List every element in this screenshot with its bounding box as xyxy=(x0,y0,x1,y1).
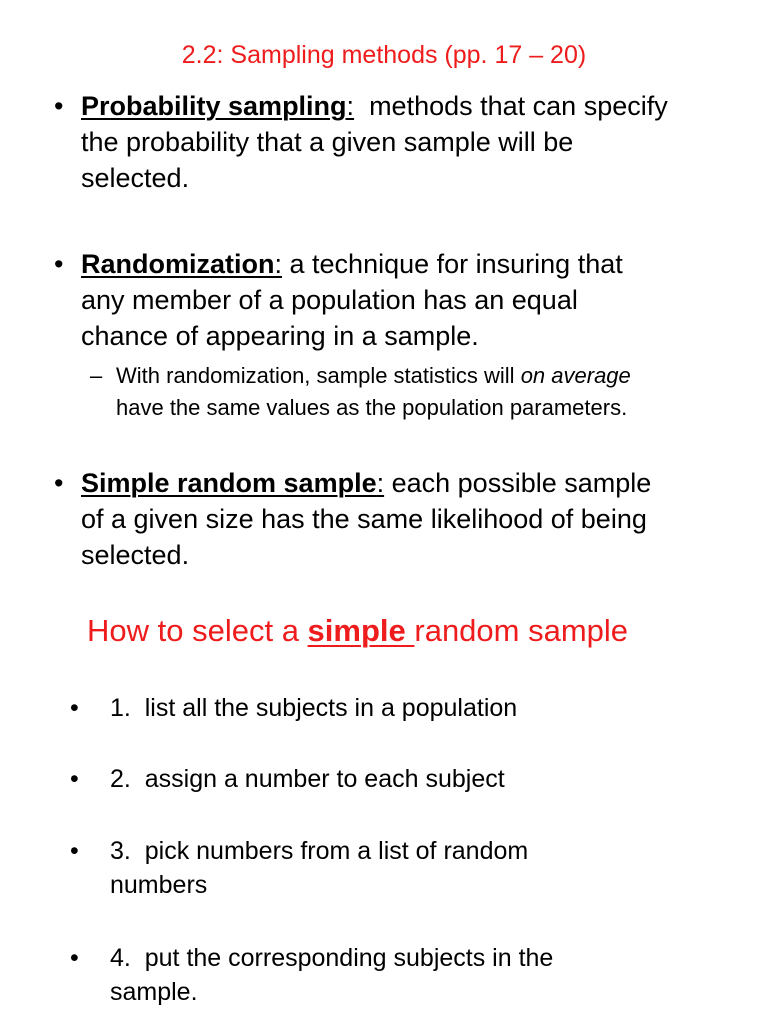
sub-bullet-line xyxy=(116,360,631,392)
step-text: sample. xyxy=(110,978,198,1006)
step-body xyxy=(110,691,517,725)
bullet-glyph: • xyxy=(70,694,79,722)
term-label: Probability sampling xyxy=(81,91,347,121)
term-label: Randomization xyxy=(81,249,275,279)
how-to-heading xyxy=(87,611,628,651)
term-colon: : xyxy=(376,468,385,498)
sub-bullet-body xyxy=(116,360,631,424)
term-colon: : xyxy=(274,249,283,279)
bullet-glyph: • xyxy=(54,468,64,498)
term-colon: : xyxy=(346,91,355,121)
how-to-suffix: random sample xyxy=(414,613,629,648)
how-to-prefix: How to select a xyxy=(87,613,308,648)
bullet-glyph: • xyxy=(54,249,64,279)
bullet-glyph: • xyxy=(70,944,79,972)
bullet-body xyxy=(81,88,751,196)
step-body xyxy=(110,762,505,796)
definition-text: a technique for insuring that xyxy=(282,249,623,279)
definition-text: any member of a population has an equal xyxy=(81,285,578,315)
step-body xyxy=(110,834,528,902)
definition-text: selected. xyxy=(81,163,190,193)
definition-text: selected. xyxy=(81,540,190,570)
definition-text: chance of appearing in a sample. xyxy=(81,321,479,351)
how-to-emphasis: simple xyxy=(307,613,415,648)
sub-bullet-emphasis: on average xyxy=(520,363,631,388)
definition-text: each possible sample xyxy=(384,468,652,498)
bullet-glyph: • xyxy=(70,765,79,793)
term-label: Simple random sample xyxy=(81,468,377,498)
slide-title: 2.2: Sampling methods (pp. 17 – 20) xyxy=(181,41,587,69)
definition-text: of a given size has the same likelihood of being xyxy=(81,504,647,534)
bullet-line xyxy=(81,465,751,501)
step-text: numbers xyxy=(110,871,208,899)
step-text: 2. assign a number to each subject xyxy=(110,765,505,793)
sub-bullet-text: With randomization, sample statistics will xyxy=(116,363,521,388)
bullet-glyph: • xyxy=(54,91,64,121)
step-text: 4. put the corresponding subjects in the xyxy=(110,944,554,972)
bullet-body xyxy=(81,465,751,573)
definition-text: methods that can specify xyxy=(354,91,668,121)
bullet-line xyxy=(81,246,751,282)
definition-text: the probability that a given sample will be xyxy=(81,127,574,157)
step-text: 1. list all the subjects in a population xyxy=(110,694,518,722)
bullet-line xyxy=(81,88,751,124)
step-body xyxy=(110,941,553,1009)
step-text: 3. pick numbers from a list of random xyxy=(110,837,529,865)
sub-bullet-text: have the same values as the population parameters. xyxy=(116,395,628,420)
bullet-body xyxy=(81,246,751,354)
sub-bullet-dash: – xyxy=(90,363,103,388)
bullet-glyph: • xyxy=(70,837,79,865)
